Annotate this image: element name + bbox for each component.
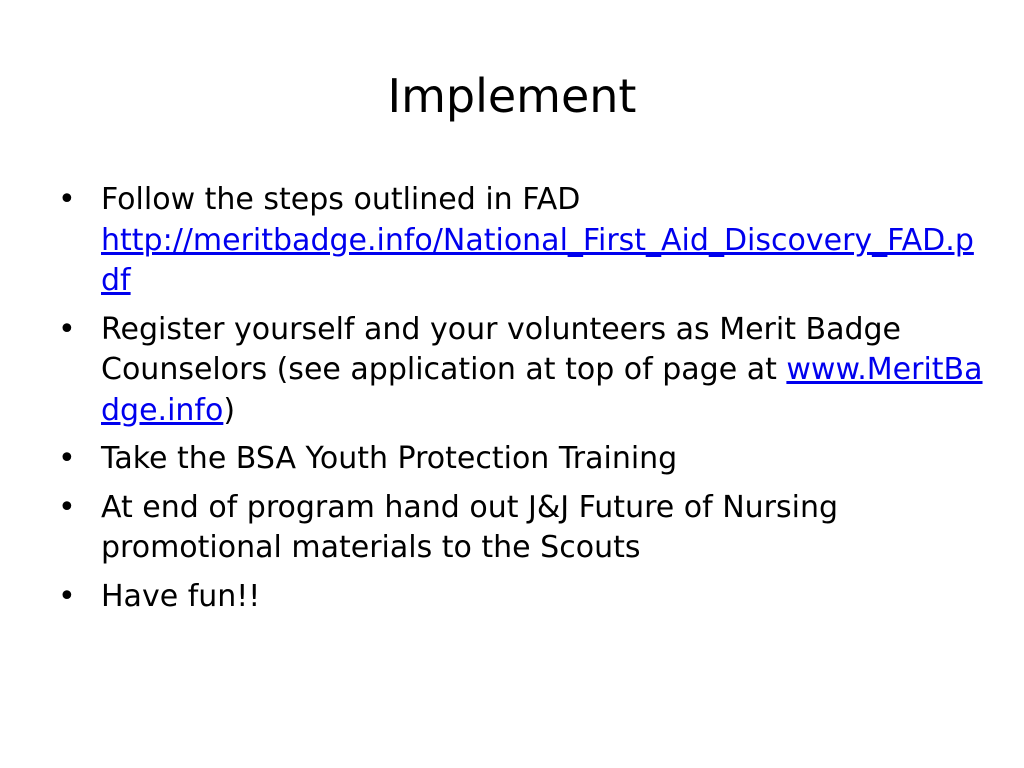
bullet-icon: • bbox=[58, 441, 76, 476]
bullet-text: Have fun!! bbox=[101, 578, 261, 614]
bullet-text-closing: ) bbox=[223, 392, 236, 428]
bullet-text: Register yourself and your volunteers as Merit Badge Counselors (see application at top of page at bbox=[101, 311, 902, 387]
bullet-list bbox=[56, 180, 986, 625]
slide-title: Implement bbox=[387, 69, 637, 123]
bullet-item-have-fun bbox=[56, 577, 986, 618]
bullet-item-hand-out-materials bbox=[56, 488, 986, 569]
bullet-text: Take the BSA Youth Protection Training bbox=[101, 441, 678, 476]
bullet-text: Follow the steps outlined in FAD bbox=[101, 182, 581, 217]
meritbadge-info-link[interactable]: www.MeritBadge.info bbox=[101, 352, 983, 428]
bullet-item-follow-steps bbox=[56, 180, 986, 302]
bullet-text: At end of program hand out J&J Future of Nursing promotional materials to the Scouts bbox=[101, 489, 839, 565]
bullet-icon: • bbox=[58, 578, 76, 614]
fad-pdf-link[interactable]: http://meritbadge.info/National_First_Aid_Discovery_FAD.pdf bbox=[101, 222, 974, 298]
bullet-icon: • bbox=[58, 489, 76, 525]
bullet-item-youth-protection bbox=[56, 439, 986, 480]
bullet-icon: • bbox=[58, 311, 76, 347]
bullet-icon: • bbox=[58, 182, 76, 217]
bullet-item-register bbox=[56, 310, 986, 432]
